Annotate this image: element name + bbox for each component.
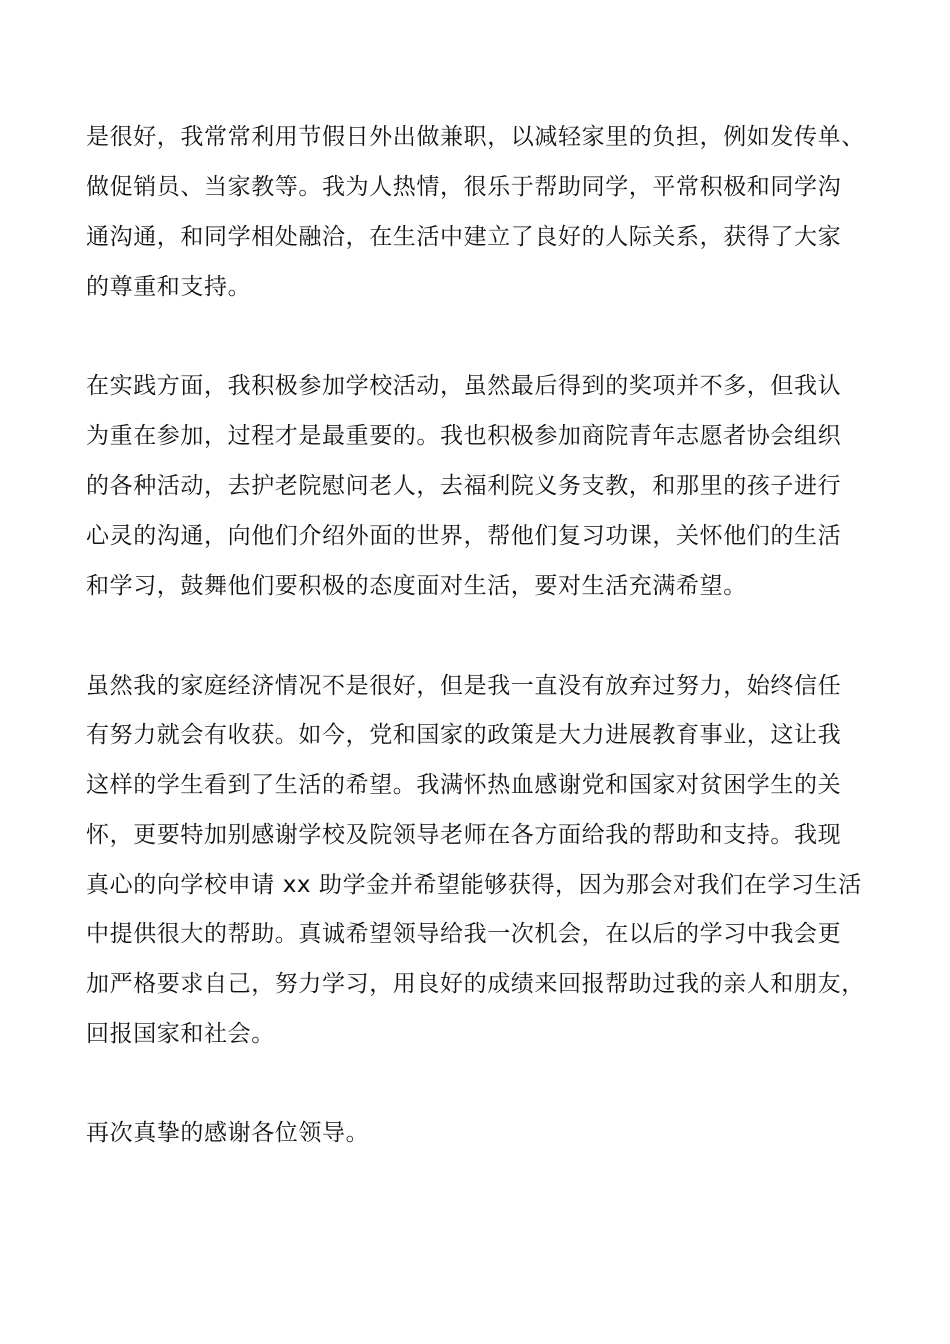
paragraph-1-line-4: 的尊重和支持。: [86, 274, 252, 300]
paragraph-3-line-3: 这样的学生看到了生活的希望。我满怀热血感谢党和国家对贫困学生的关: [86, 772, 842, 798]
paragraph-2-line-2: 为重在参加，过程才是最重要的。我也积极参加商院青年志愿者协会组织: [86, 423, 842, 449]
paragraph-3-line-5: 真心的向学校申请 xx 助学金并希望能够获得，因为那会对我们在学习生活: [86, 872, 862, 898]
paragraph-3-line-8: 回报国家和社会。: [86, 1021, 275, 1047]
paragraph-2-line-3: 的各种活动，去护老院慰问老人，去福利院义务支教，和那里的孩子进行: [86, 473, 842, 499]
paragraph-2-line-4: 心灵的沟通，向他们介绍外面的世界，帮他们复习功课，关怀他们的生活: [86, 523, 842, 549]
paragraph-2-line-5: 和学习，鼓舞他们要积极的态度面对生活，要对生活充满希望。: [86, 573, 747, 599]
paragraph-4-line-1: 再次真挚的感谢各位领导。: [86, 1120, 370, 1146]
paragraph-3-line-4: 怀，更要特加别感谢学校及院领导老师在各方面给我的帮助和支持。我现: [86, 822, 842, 848]
paragraph-3-line-7: 加严格要求自己，努力学习，用良好的成绩来回报帮助过我的亲人和朋友，: [86, 971, 865, 997]
paragraph-1-line-1: 是很好，我常常利用节假日外出做兼职，以减轻家里的负担，例如发传单、: [86, 124, 865, 150]
paragraph-3-line-2: 有努力就会有收获。如今，党和国家的政策是大力进展教育事业，这让我: [86, 722, 842, 748]
paragraph-1-line-2: 做促销员、当家教等。我为人热情，很乐于帮助同学，平常积极和同学沟: [86, 174, 842, 200]
paragraph-1-line-3: 通沟通，和同学相处融洽，在生活中建立了良好的人际关系，获得了大家: [86, 224, 842, 250]
paragraph-2-line-1: 在实践方面，我积极参加学校活动，虽然最后得到的奖项并不多，但我认: [86, 373, 842, 399]
paragraph-3-line-6: 中提供很大的帮助。真诚希望领导给我一次机会，在以后的学习中我会更: [86, 921, 842, 947]
paragraph-3-line-1: 虽然我的家庭经济情况不是很好，但是我一直没有放弃过努力，始终信任: [86, 673, 842, 699]
